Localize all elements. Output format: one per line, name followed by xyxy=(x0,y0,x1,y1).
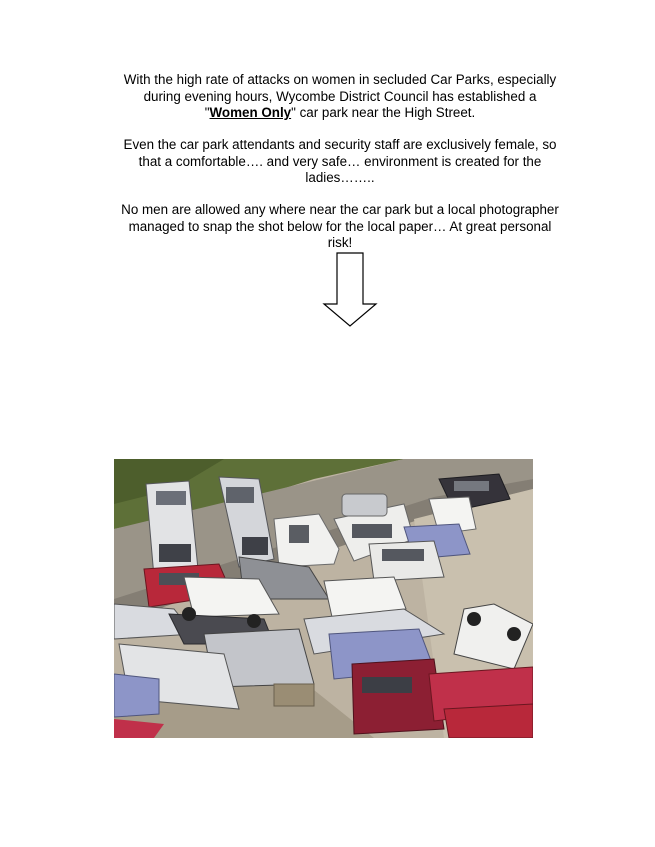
upright-car-left xyxy=(146,481,198,577)
intro-text-end: " car park near the High Street. xyxy=(291,105,476,120)
photographer-paragraph: No men are allowed any where near the car park but a local photographer managed to snap the shot below for the local paper… At great personal risk! xyxy=(121,202,559,250)
intro-text-start: With the high rate of attacks on women in secluded Car Parks, especially during evening hours, Wycombe District Council has established a " xyxy=(123,72,557,120)
cars-pile-photo xyxy=(114,459,533,738)
dark-red-car xyxy=(352,659,444,734)
down-arrow-icon xyxy=(322,252,378,328)
white-car-centre xyxy=(369,541,444,581)
women-only-emphasis: Women Only xyxy=(209,105,292,120)
staff-paragraph: Even the car park attendants and security staff are exclusively female, so that a comfortable…. and very safe… environment is created for the ladies…….. xyxy=(123,137,557,185)
intro-paragraph xyxy=(120,72,560,122)
